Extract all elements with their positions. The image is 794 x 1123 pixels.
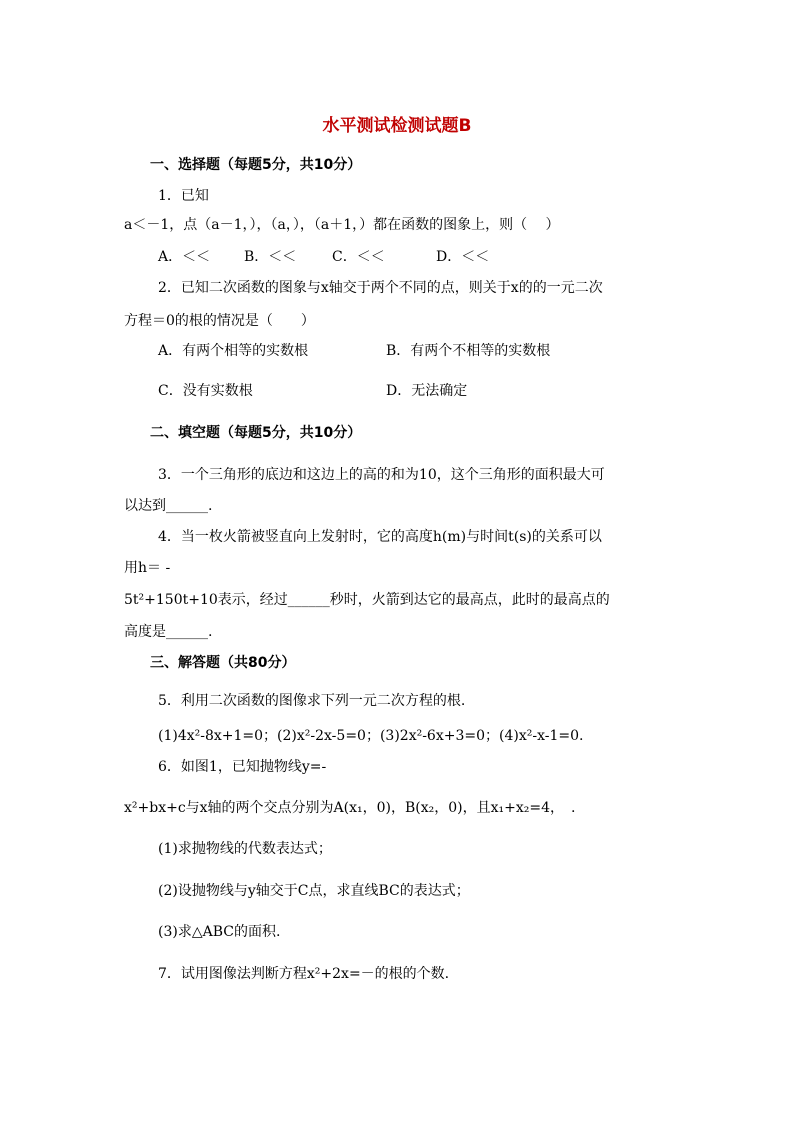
section-heading-choice: 一、选择题（每题5分，共10分） <box>150 157 362 173</box>
question-1-option-c: C．＜＜ <box>332 249 385 265</box>
question-5-equations: (1)4x²-8x+1=0；(2)x²-2x-5=0；(3)2x²-6x+3=0；(4)x²-x-1=0. <box>158 728 584 744</box>
question-6-part-2: (2)设抛物线与y轴交于C点，求直线BC的表达式； <box>158 883 470 899</box>
question-2-option-b: B．有两个不相等的实数根 <box>386 343 551 359</box>
question-3-stem-continued: 以达到______. <box>124 498 213 514</box>
question-1-option-b: B．＜＜ <box>244 249 297 265</box>
section-heading-answer: 三、解答题（共80分） <box>150 655 296 671</box>
question-6-stem-continued: x²+bx+c与x轴的两个交点分别为A(x₁，0)，B(x₂，0)，且x₁+x₂=4， . <box>124 800 576 816</box>
section-heading-fill: 二、填空题（每题5分，共10分） <box>150 425 362 441</box>
question-6-part-3: (3)求△ABC的面积. <box>158 924 281 940</box>
question-6-stem: 6．如图1，已知抛物线y=- <box>158 759 327 775</box>
question-3-stem: 3．一个三角形的底边和这边上的高的和为10，这个三角形的面积最大可 <box>158 467 605 483</box>
page-title: 水平测试检测试题B <box>322 116 472 136</box>
question-1-intro: 1．已知 <box>158 188 209 204</box>
question-1-option-d: D．＜＜ <box>436 249 490 265</box>
question-7-stem: 7．试用图像法判断方程x²+2x=－的根的个数. <box>158 966 450 982</box>
question-4-stem: 4．当一枚火箭被竖直向上发射时，它的高度h(m)与时间t(s)的关系可以 <box>158 529 602 545</box>
question-4-stem-2: 用h＝ - <box>124 560 171 576</box>
question-1-stem: a＜－1，点（a－1，），（a，），（a＋1，）都在函数的图象上，则（ ） <box>124 217 560 233</box>
question-2-option-a: A．有两个相等的实数根 <box>158 343 309 359</box>
question-2-stem: 2．已知二次函数的图象与x轴交于两个不同的点，则关于x的的一元二次 <box>158 280 603 296</box>
question-1-option-a: A．＜＜ <box>158 249 211 265</box>
question-5-stem: 5．利用二次函数的图像求下列一元二次方程的根. <box>158 693 466 709</box>
question-6-part-1: (1)求抛物线的代数表达式； <box>158 841 332 857</box>
question-2-option-c: C．没有实数根 <box>158 383 253 399</box>
question-4-stem-4: 高度是______. <box>124 624 213 640</box>
question-2-stem-continued: 方程＝0的根的情况是（ ） <box>124 313 315 329</box>
question-4-stem-3: 5t²+150t+10表示，经过______秒时，火箭到达它的最高点，此时的最高点的 <box>124 592 610 608</box>
question-2-option-d: D．无法确定 <box>386 383 468 399</box>
